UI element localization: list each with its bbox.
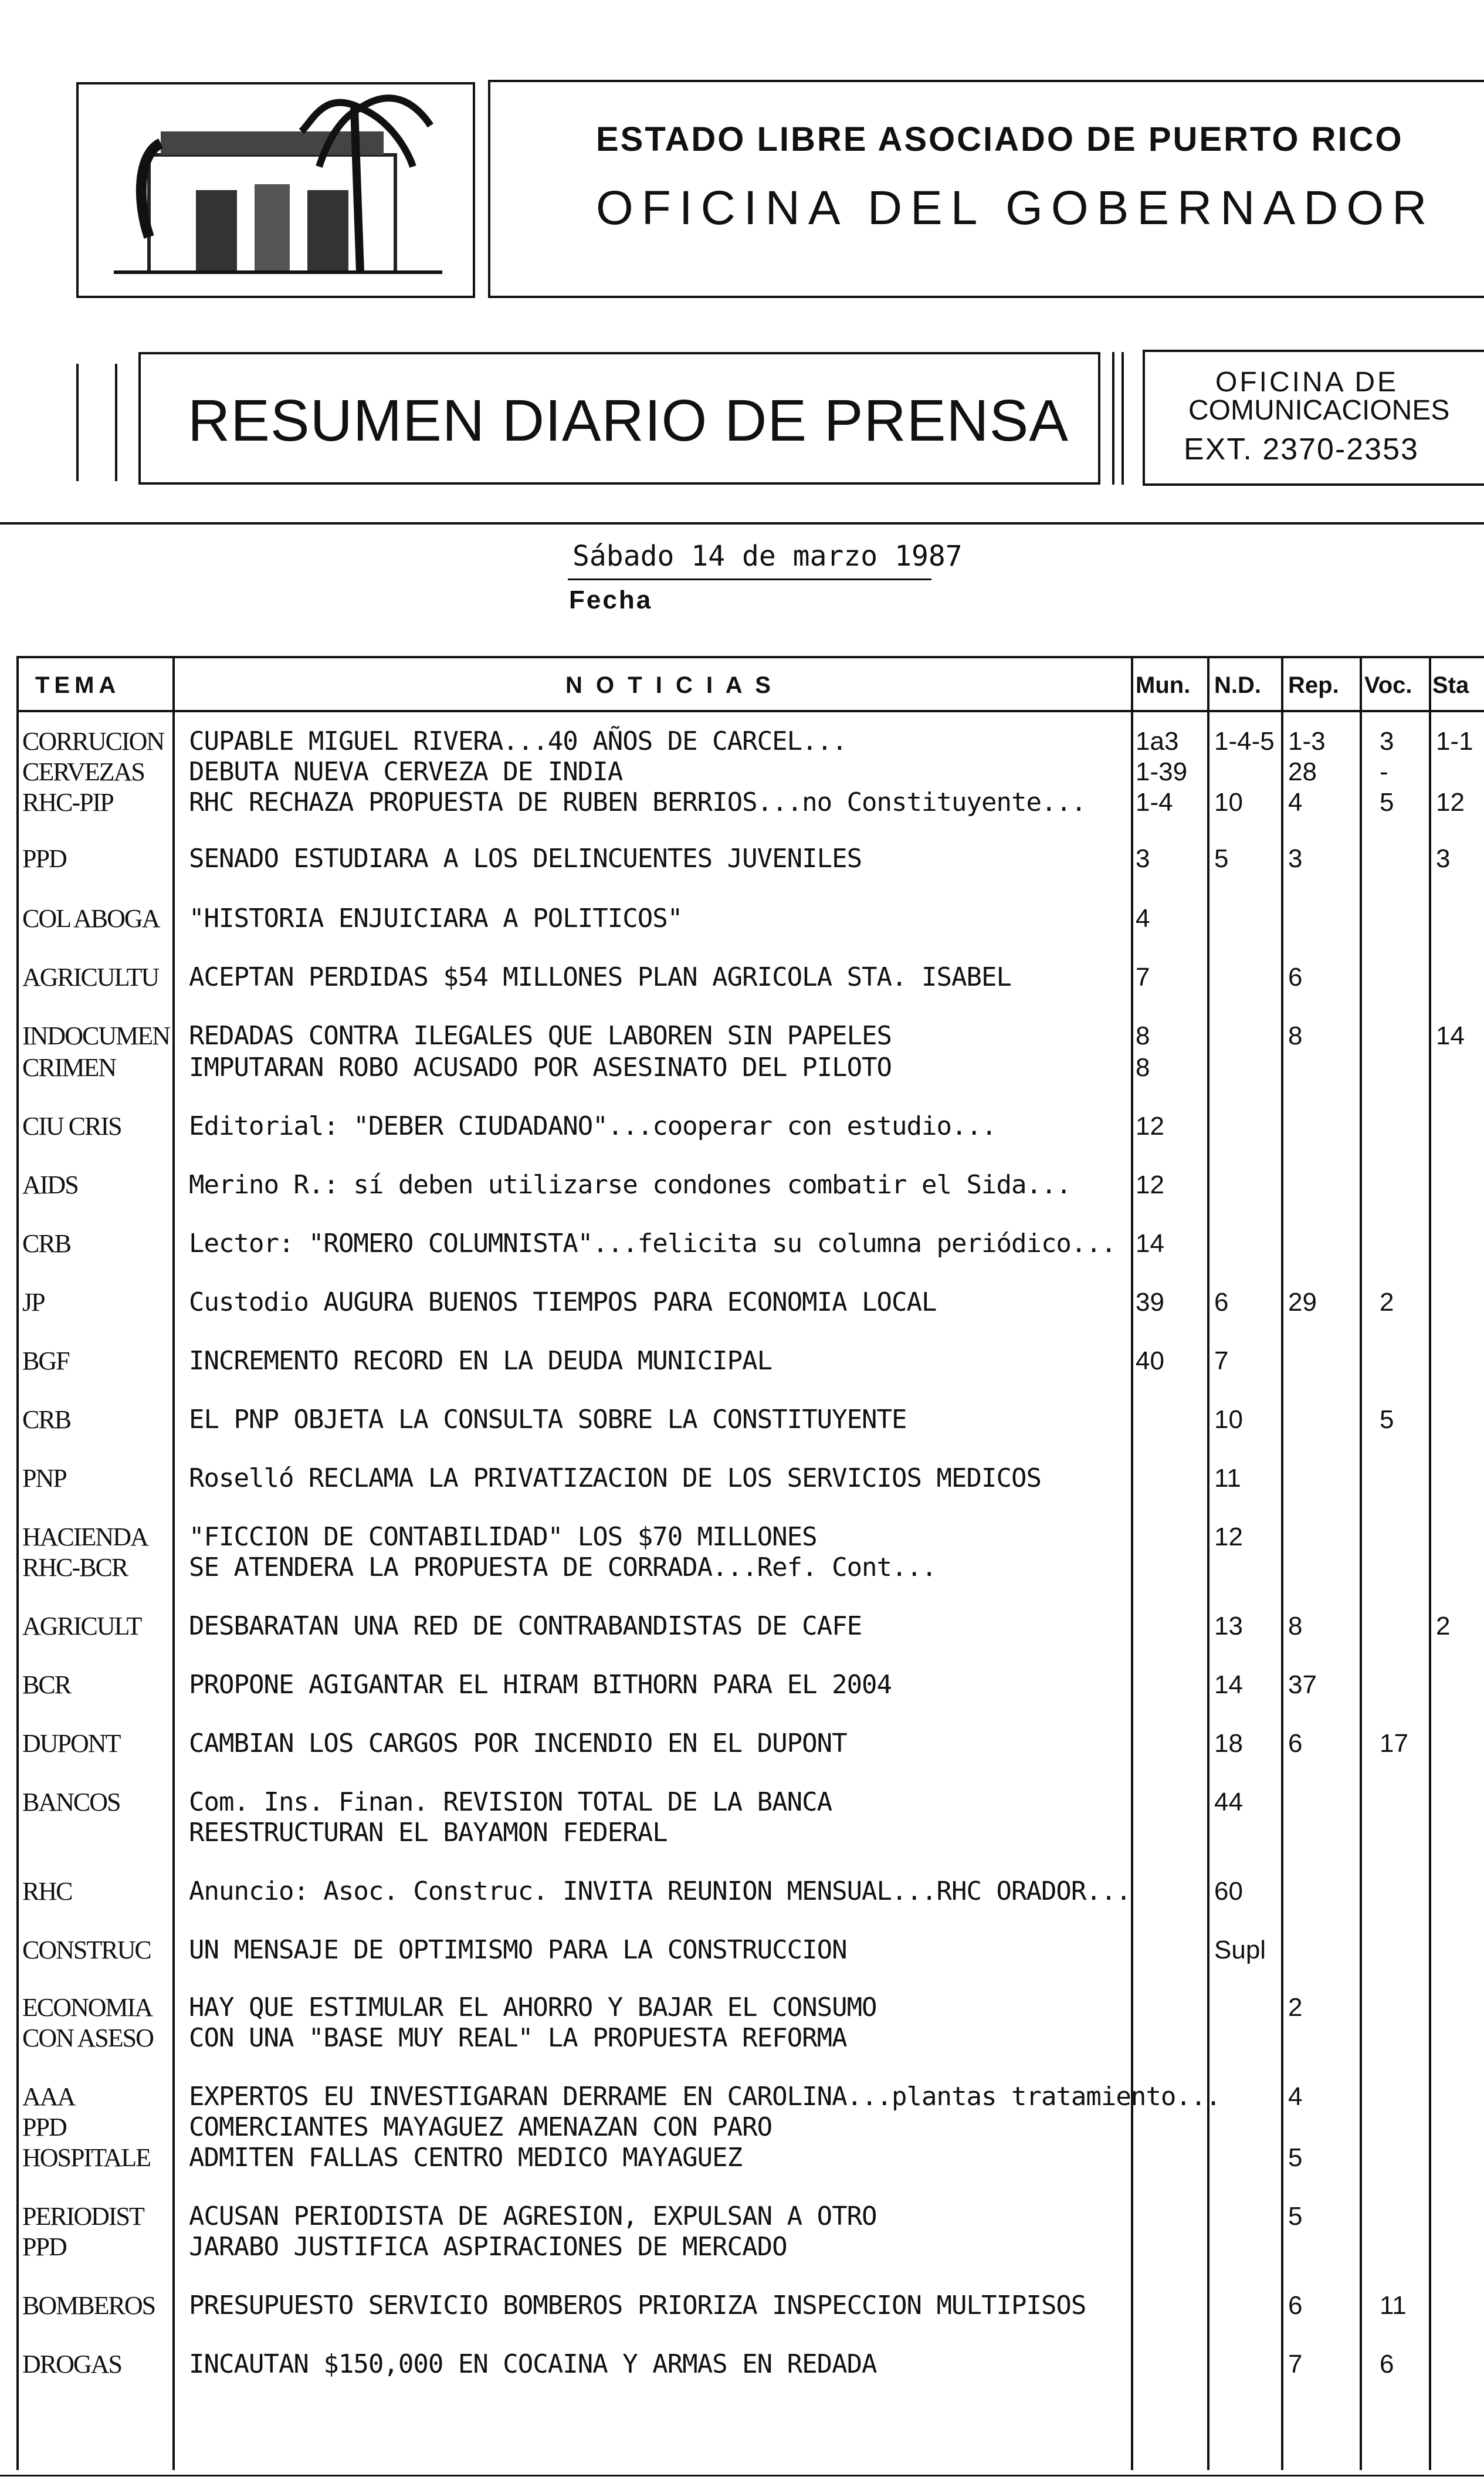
row-tema: CONSTRUC (22, 1936, 151, 1964)
header-bottom-rule (0, 522, 1484, 525)
row-voc: 17 (1380, 1729, 1408, 1758)
date-underline (568, 578, 931, 580)
row-rep: 4 (1288, 2082, 1303, 2111)
row-tema: AGRICULT (22, 1612, 141, 1640)
row-nd: 14 (1214, 1670, 1243, 1699)
row-noticia: INCREMENTO RECORD EN LA DEUDA MUNICIPAL (189, 1346, 773, 1376)
row-sta: 2 (1436, 1612, 1451, 1640)
row-noticia: HAY QUE ESTIMULAR EL AHORRO Y BAJAR EL CONSUMO (189, 1992, 877, 2022)
row-noticia: EXPERTOS EU INVESTIGARAN DERRAME EN CAROLINA...plantas tratamiento... (189, 2082, 1221, 2112)
row-tema: AGRICULTU (22, 963, 159, 992)
row-mun: 8 (1136, 1021, 1150, 1050)
row-rep: 1-3 (1288, 727, 1326, 756)
row-mun: 12 (1136, 1112, 1164, 1141)
col-header-voc: Voc. (1364, 672, 1412, 698)
state-name: ESTADO LIBRE ASOCIADO DE PUERTO RICO (596, 120, 1404, 158)
row-noticia: Com. Ins. Finan. REVISION TOTAL DE LA BANCA (189, 1787, 832, 1817)
row-nd: 5 (1214, 844, 1229, 873)
row-rep: 8 (1288, 1612, 1303, 1640)
row-mun: 14 (1136, 1229, 1164, 1258)
row-tema: DUPONT (22, 1729, 120, 1758)
row-rep: 7 (1288, 2350, 1303, 2379)
row-noticia: "HISTORIA ENJUICIARA A POLITICOS" (189, 904, 683, 933)
row-tema: CRB (22, 1405, 71, 1434)
office-name: OFICINA DEL GOBERNADOR (596, 181, 1435, 235)
row-nd: 11 (1214, 1464, 1241, 1493)
col-header-nd: N.D. (1214, 672, 1261, 698)
row-rep: 29 (1288, 1288, 1317, 1317)
row-tema: INDOCUMEN (22, 1021, 170, 1050)
row-nd: 1-4-5 (1214, 727, 1275, 756)
row-nd: 13 (1214, 1612, 1243, 1640)
row-nd: 7 (1214, 1347, 1229, 1375)
row-tema: CRIMEN (22, 1053, 116, 1082)
row-noticia: ACUSAN PERIODISTA DE AGRESION, EXPULSAN A OTRO (189, 2201, 877, 2231)
row-rep: 4 (1288, 788, 1303, 817)
row-noticia: SE ATENDERA LA PROPUESTA DE CORRADA...Ref. Cont... (189, 1552, 937, 1582)
comm-box (1143, 350, 1484, 486)
comm-line-1: OFICINA DE (1215, 367, 1399, 398)
row-tema: HOSPITALE (22, 2143, 151, 2172)
row-rep: 6 (1288, 963, 1303, 992)
col-rule-voc (1429, 656, 1431, 2470)
col-header-tema: TEMA (35, 672, 121, 698)
row-noticia: Custodio AUGURA BUENOS TIEMPOS PARA ECONOMIA LOCAL (189, 1287, 937, 1317)
row-voc: 2 (1380, 1288, 1394, 1317)
row-tema: AAA (22, 2082, 75, 2111)
row-rep: 6 (1288, 2291, 1303, 2320)
date-label: Fecha (569, 586, 653, 614)
row-rep: 37 (1288, 1670, 1317, 1699)
row-noticia: EL PNP OBJETA LA CONSULTA SOBRE LA CONSTITUYENTE (189, 1405, 907, 1435)
row-tema: RHC (22, 1877, 72, 1906)
row-noticia: DESBARATAN UNA RED DE CONTRABANDISTAS DE CAFE (189, 1611, 862, 1641)
row-tema: PPD (22, 2232, 66, 2261)
date-value: Sábado 14 de marzo 1987 (572, 540, 963, 573)
row-noticia: PROPONE AGIGANTAR EL HIRAM BITHORN PARA EL 2004 (189, 1670, 892, 1700)
row-tema: BGF (22, 1347, 69, 1375)
col-rule-rep (1360, 656, 1362, 2470)
row-nd: 18 (1214, 1729, 1243, 1758)
row-tema: PPD (22, 2113, 66, 2141)
row-tema: CIU CRIS (22, 1112, 121, 1141)
row-noticia: PRESUPUESTO SERVICIO BOMBEROS PRIORIZA INSPECCION MULTIPISOS (189, 2291, 1086, 2320)
row-tema: DROGAS (22, 2350, 121, 2379)
row-mun: 8 (1136, 1053, 1150, 1082)
row-voc: 3 (1380, 727, 1394, 756)
building-palm-logo (79, 84, 473, 296)
row-tema: PPD (22, 844, 66, 873)
col-header-noticias: N O T I C I A S (565, 672, 774, 698)
row-tema: AIDS (22, 1170, 78, 1199)
title-right-rule-2 (1122, 352, 1124, 485)
row-tema: RHC-PIP (22, 788, 113, 817)
row-tema: COL ABOGA (22, 904, 160, 933)
row-rep: 3 (1288, 844, 1303, 873)
row-voc: 6 (1380, 2350, 1394, 2379)
row-tema: JP (22, 1288, 45, 1317)
row-noticia: Merino R.: sí deben utilizarse condones combatir el Sida... (189, 1170, 1071, 1200)
row-rep: 8 (1288, 1021, 1303, 1050)
row-mun: 1-4 (1136, 788, 1173, 817)
title-box (138, 352, 1100, 485)
row-tema: PERIODIST (22, 2202, 144, 2231)
row-tema: BANCOS (22, 1788, 120, 1816)
row-noticia: JARABO JUSTIFICA ASPIRACIONES DE MERCADO (189, 2232, 787, 2262)
page-title: RESUMEN DIARIO DE PRENSA (188, 388, 1069, 454)
row-mun: 12 (1136, 1170, 1164, 1199)
row-sta: 14 (1436, 1021, 1465, 1050)
row-tema: PNP (22, 1464, 66, 1493)
row-rep: 6 (1288, 1729, 1303, 1758)
col-header-mun: Mun. (1136, 672, 1191, 698)
row-noticia: DEBUTA NUEVA CERVEZA DE INDIA (189, 757, 623, 787)
comm-ext: EXT. 2370-2353 (1184, 432, 1419, 466)
page-bottom-rule (0, 2475, 1484, 2477)
row-sta: 1-1 (1436, 727, 1473, 756)
comm-line-2: COMUNICACIONES (1188, 395, 1450, 426)
row-mun: 3 (1136, 844, 1150, 873)
row-noticia: Anuncio: Asoc. Construc. INVITA REUNION MENSUAL...RHC ORADOR... (189, 1876, 1131, 1906)
row-rep: 5 (1288, 2143, 1303, 2172)
col-rule-noticias (1131, 656, 1133, 2470)
row-rep: 28 (1288, 757, 1317, 786)
row-tema: CERVEZAS (22, 757, 144, 786)
row-noticia: INCAUTAN $150,000 EN COCAINA Y ARMAS EN REDADA (189, 2349, 877, 2379)
title-right-rule-1 (1112, 352, 1114, 485)
col-rule-mun (1207, 656, 1209, 2470)
row-noticia: Roselló RECLAMA LA PRIVATIZACION DE LOS SERVICIOS MEDICOS (189, 1463, 1041, 1493)
row-rep: 5 (1288, 2202, 1303, 2231)
row-mun: 1a3 (1136, 727, 1179, 756)
row-sta: 12 (1436, 788, 1465, 817)
row-tema: CORRUCION (22, 727, 164, 756)
row-noticia: CUPABLE MIGUEL RIVERA...40 AÑOS DE CARCEL... (189, 726, 847, 756)
seal-image-box (76, 82, 475, 298)
row-nd: 10 (1214, 1405, 1243, 1434)
row-voc: 11 (1380, 2291, 1407, 2320)
row-nd: Supl (1214, 1936, 1266, 1964)
row-mun: 7 (1136, 963, 1150, 992)
row-sta: 3 (1436, 844, 1451, 873)
row-mun: 1-39 (1136, 757, 1188, 786)
table-header-rule (16, 710, 1484, 712)
row-tema: CRB (22, 1229, 71, 1258)
row-nd: 6 (1214, 1288, 1229, 1317)
row-nd: 44 (1214, 1788, 1243, 1816)
row-mun: 4 (1136, 904, 1150, 933)
row-noticia: IMPUTARAN ROBO ACUSADO POR ASESINATO DEL PILOTO (189, 1053, 892, 1082)
row-nd: 10 (1214, 788, 1243, 817)
title-left-rule-1 (76, 364, 79, 481)
row-noticia: REESTRUCTURAN EL BAYAMON FEDERAL (189, 1818, 668, 1848)
row-nd: 60 (1214, 1877, 1243, 1906)
row-noticia: ACEPTAN PERDIDAS $54 MILLONES PLAN AGRICOLA STA. ISABEL (189, 962, 1011, 992)
row-voc: 5 (1380, 1405, 1394, 1434)
row-noticia: REDADAS CONTRA ILEGALES QUE LABOREN SIN PAPELES (189, 1021, 892, 1051)
row-tema: RHC-BCR (22, 1553, 128, 1582)
row-noticia: "FICCION DE CONTABILIDAD" LOS $70 MILLONES (189, 1522, 817, 1552)
col-rule-left (16, 656, 19, 2470)
table-top-rule (16, 656, 1484, 658)
row-noticia: Editorial: "DEBER CIUDADANO"...cooperar con estudio... (189, 1111, 997, 1141)
office-title-box (488, 80, 1484, 298)
row-noticia: Lector: "ROMERO COLUMNISTA"...felicita su columna periódico... (189, 1229, 1116, 1258)
title-left-rule-2 (115, 364, 117, 481)
row-voc: 5 (1380, 788, 1394, 817)
col-rule-nd (1281, 656, 1283, 2470)
col-header-sta: Sta (1432, 672, 1469, 698)
row-tema: CON ASESO (22, 2024, 153, 2052)
row-noticia: SENADO ESTUDIARA A LOS DELINCUENTES JUVENILES (189, 844, 862, 874)
col-rule-tema (172, 656, 175, 2470)
row-voc: - (1380, 757, 1388, 786)
row-noticia: CAMBIAN LOS CARGOS POR INCENDIO EN EL DUPONT (189, 1728, 847, 1758)
row-tema: BOMBEROS (22, 2291, 155, 2320)
row-noticia: CON UNA "BASE MUY REAL" LA PROPUESTA REFORMA (189, 2023, 847, 2053)
row-noticia: RHC RECHAZA PROPUESTA DE RUBEN BERRIOS...no Constituyente... (189, 787, 1086, 817)
row-tema: HACIENDA (22, 1523, 148, 1551)
col-header-rep: Rep. (1288, 672, 1339, 698)
row-tema: BCR (22, 1670, 71, 1699)
row-tema: ECONOMIA (22, 1993, 153, 2022)
row-noticia: COMERCIANTES MAYAGUEZ AMENAZAN CON PARO (189, 2112, 773, 2142)
row-noticia: UN MENSAJE DE OPTIMISMO PARA LA CONSTRUCCION (189, 1935, 847, 1965)
row-rep: 2 (1288, 1993, 1303, 2022)
row-mun: 39 (1136, 1288, 1164, 1317)
row-mun: 40 (1136, 1347, 1164, 1375)
row-noticia: ADMITEN FALLAS CENTRO MEDICO MAYAGUEZ (189, 2143, 743, 2173)
row-nd: 12 (1214, 1523, 1243, 1551)
